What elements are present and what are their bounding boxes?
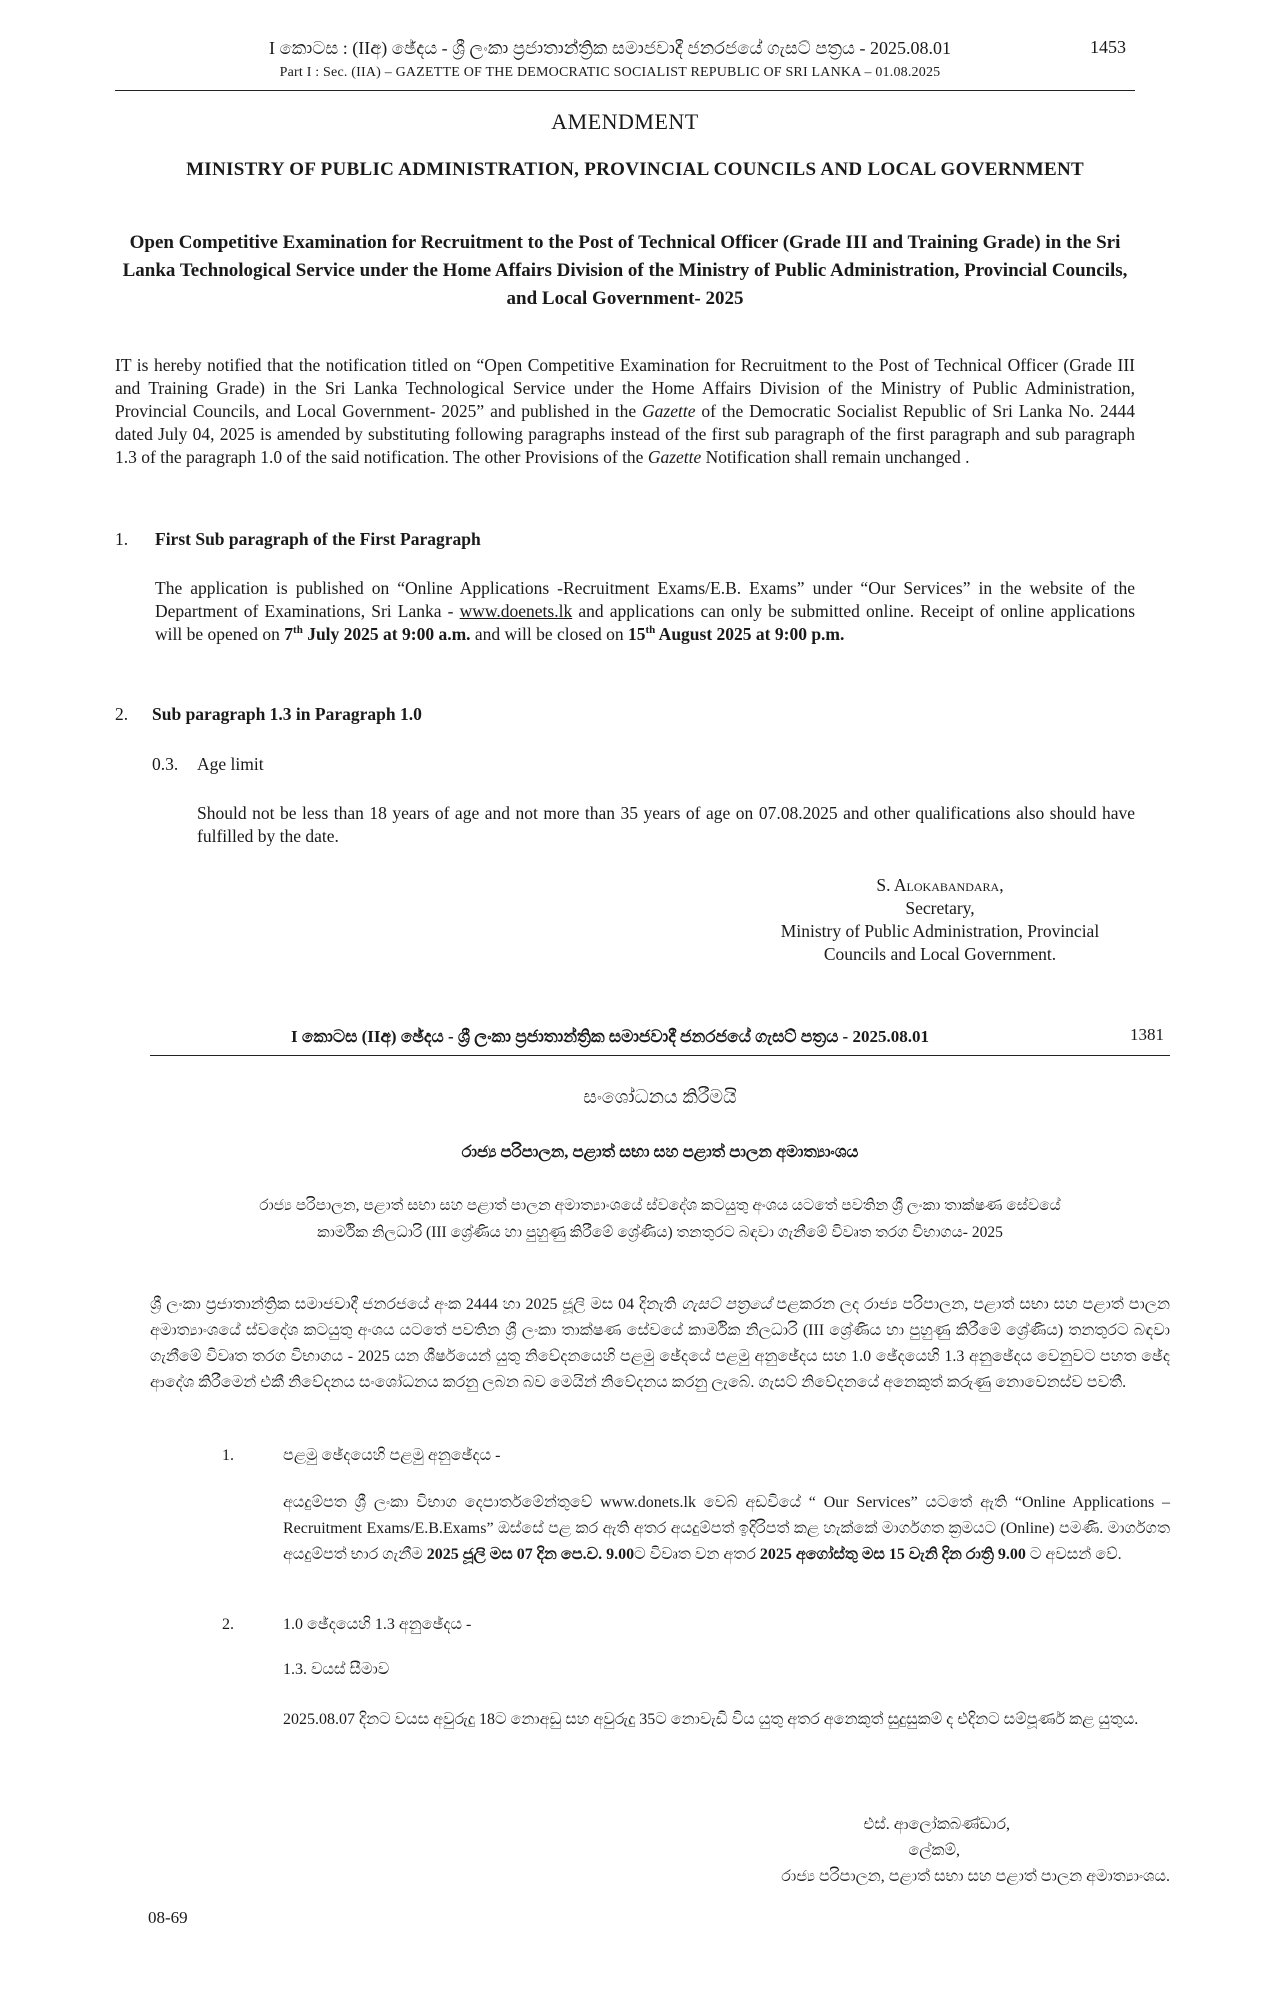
subject-line: කාර්මික නිලධාරි (III ශ්‍රේණිය හා පුහුණු කිරීමේ ශ්‍රේණිය) තනතුරට බඳවා ගැනීමේ විවෘත තරග විභාගය- 2025 xyxy=(317,1224,1003,1241)
sub-item-heading-sinhala: 1.3. වයස් සීමාව xyxy=(283,1661,390,1678)
page-number-2: 1381 xyxy=(1130,1025,1164,1044)
notice-subject: Open Competitive Examination for Recruitment to the Post of Technical Officer (Grade III and Training Grade) in the Sri Lanka Technological Service under the Home Affairs Division of the Ministry of Public Administration, Provincial Councils, and Local Government- 2025 xyxy=(122,232,1128,309)
ministry-heading: MINISTRY OF PUBLIC ADMINISTRATION, PROVINCIAL COUNCILS AND LOCAL GOVERNMENT xyxy=(186,159,1084,180)
signatory-ministry-sinhala: රාජ්‍ය පරිපාලන, පළාත් සභා සහ පළාත් පාලන අමාත්‍යාංශය. xyxy=(781,1868,1170,1885)
item-2-number-sinhala: 2. xyxy=(222,1616,234,1633)
intro-paragraph-sinhala: ශ්‍රී ලංකා ප්‍රජාතාන්ත්‍රික සමාජවාදී ජනරජයේ අංක 2444 හා 2025 ජූලි මස 04 දිනැති ගැසට් පත්‍රයේ පළකරන ලද රාජ්‍ය පරිපාලන, පළාත් සභා සහ පළාත් පාලන අමාත්‍යාංශයේ ස්වදේශ කටයුතු අංශය යටතේ පවතින ශ්‍රී ලංකා තාක්ෂණ සේවයේ කාර්මික නිලධාරි (III ශ්‍රේණිය හා පුහුණු කිරීමේ ශ්‍රේණිය) තනතුරට බඳවා ගැනීමේ විවෘත තරග විභාගය - 2025 යන ශීර්ෂයෙන් යුතු නිවේදනයෙහි පළමු ඡේදයේ පළමු අනුඡේදය සහ 1.0 ඡේදයෙහි 1.3 අනුඡේදය වෙනුවට පහත ඡේද ආදේශ කිරීමෙන් එකී නිවේදනය සංශෝධනය කරනු ලබන බව මෙයින් නිවේදනය කරනු ලැබේ. ගැසට් නිවේදනයේ අනෙකුත් කරුණු නොවෙනස්ව පවතී. xyxy=(150,1296,1170,1391)
signatory-ministry: Ministry of Public Administration, Provincial xyxy=(780,921,1100,941)
item-1-text-sinhala: අයදුම්පත ශ්‍රී ලංකා විභාග දෙපාර්තමේන්තුවේ www.donets.lk වෙබ් අඩවියේ “ Our Services” යටතේ ඇති “Online Applications – Recruitment Exams/E.B.Exams” ඔස්සේ පළ කර ඇති අතර අයදුම්පත් ඉදිරිපත් කළ හැක්කේ මාර්ගගත ක්‍රමයට (Online) පමණි. මාර්ගගත අයදුම්පත් භාර ගැනීම 2025 ජූලි මස 07 දින පෙ.ව. 9.00ට විවෘත වන අතර 2025 අගෝස්තු මස 15 වැනි දින රාත්‍රි 9.00 ට අවසන් වේ. xyxy=(283,1494,1170,1563)
item-1-number-sinhala: 1. xyxy=(222,1447,234,1464)
item-2-heading-sinhala: 1.0 ඡේදයෙහි 1.3 අනුඡේදය - xyxy=(283,1616,472,1633)
item-1-text: The application is published on “Online Applications -Recruitment Exams/E.B. Exams” under “Our Services” in the website of the Department of Examinations, Sri Lanka - www.doenets.lk and applications can only be submitted online. Receipt of online applications will be opened on 7th July 2025 at 9:00 a.m. and will be closed on 15th August 2025 at 9:00 p.m. xyxy=(155,578,1136,644)
item-2-heading: Sub paragraph 1.3 in Paragraph 1.0 xyxy=(152,704,422,724)
gazette-header-sinhala: I කොටස : (IIඅ) ඡේදය - ශ්‍රී ලංකා ප්‍රජාතාන්ත්‍රික සමාජවාදී ජනරජයේ ගැසට් පත්‍රය - 2025.08.01 xyxy=(269,38,951,58)
item-2-number: 2. xyxy=(115,704,129,724)
signatory-title: Secretary, xyxy=(905,898,975,918)
item-1-heading: First Sub paragraph of the First Paragraph xyxy=(155,529,481,549)
sub-item-number: 0.3. xyxy=(152,754,179,774)
header-rule xyxy=(115,90,1135,91)
header-rule-2 xyxy=(150,1055,1170,1056)
doenets-link[interactable]: www.doenets.lk xyxy=(459,601,573,621)
ministry-heading-sinhala: රාජ්‍ය පරිපාලන, පළාත් සභා සහ පළාත් පාලන අමාත්‍යාංශය xyxy=(461,1142,859,1161)
item-1-heading-sinhala: පළමු ඡේදයෙහි පළමු අනුඡේදය - xyxy=(283,1447,501,1464)
signatory-name-sinhala: එස්. ආලෝකබණ්ඩාර, xyxy=(863,1816,1010,1833)
signatory-ministry: Councils and Local Government. xyxy=(823,944,1057,964)
signature-block-sinhala xyxy=(650,1812,1170,1890)
signature-block xyxy=(740,874,1140,966)
notice-subject-sinhala xyxy=(150,1192,1170,1246)
sub-item-heading: Age limit xyxy=(197,754,264,774)
amendment-title: AMENDMENT xyxy=(551,109,699,134)
page-number: 1453 xyxy=(1090,37,1126,57)
age-limit-text-sinhala: 2025.08.07 දිනට වයස අවුරුදු 18ට නොඅඩු සහ අවුරුදු 35ට නොවැඩි විය යුතු අතර අනෙකුත් සුදුසුකම් ද එදිනට සම්පූර්ණ කළ යුතුය. xyxy=(283,1711,1139,1728)
age-limit-text: Should not be less than 18 years of age and not more than 35 years of age on 07.08.2025 and other qualifications also should have fulfilled by the date. xyxy=(197,803,1135,846)
footer-code: 08-69 xyxy=(148,1908,188,1927)
signatory-name: S. Alokabandara, xyxy=(876,875,1004,895)
intro-paragraph: IT is hereby notified that the notification titled on “Open Competitive Examination for Recruitment to the Post of Technical Officer (Grade III and Training Grade) in the Sri Lanka Technological Service under the Home Affairs Division of the Ministry of Public Administration, Provincial Councils, and Local Government- 2025” and published in the Gazette of the Democratic Socialist Republic of Sri Lanka No. 2444 dated July 04, 2025 is amended by substituting following paragraphs instead of the first sub paragraph of the first paragraph and sub paragraph 1.3 of the paragraph 1.0 of the said notification. The other Provisions of the Gazette Notification shall remain unchanged . xyxy=(115,355,1135,467)
amendment-title-sinhala: සංශෝධනය කිරීමයි xyxy=(583,1087,737,1108)
subject-line: රාජ්‍ය පරිපාලන, පළාත් සභා සහ පළාත් පාලන අමාත්‍යාංශයේ ස්වදේශ කටයුතු අංශය යටතේ පවතින ශ්‍රී ලංකා තාක්ෂණ සේවයේ xyxy=(259,1197,1061,1214)
gazette-header-english: Part I : Sec. (IIA) – GAZETTE OF THE DEMOCRATIC SOCIALIST REPUBLIC OF SRI LANKA – 01.08.2025 xyxy=(279,65,941,80)
signatory-title-sinhala: ලේකම්, xyxy=(908,1842,960,1859)
gazette-header-sinhala-2: I කොටස (IIඅ) ඡේදය - ශ්‍රී ලංකා ප්‍රජාතාන්ත්‍රික සමාජවාදී ජනරජයේ ගැසට් පත්‍රය - 2025.08.01 xyxy=(291,1027,929,1046)
item-1-number: 1. xyxy=(115,529,129,549)
